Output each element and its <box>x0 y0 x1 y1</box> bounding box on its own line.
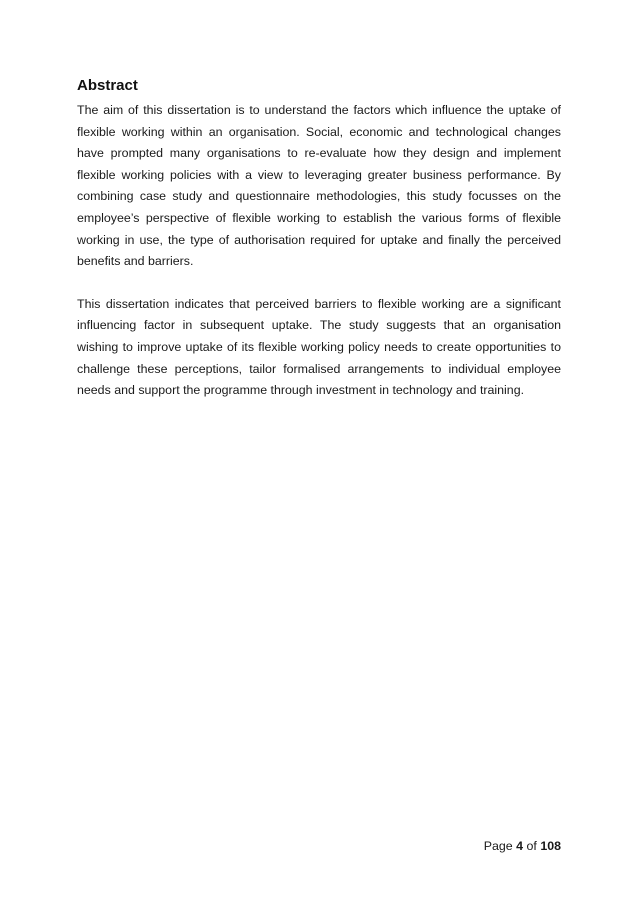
section-heading: Abstract <box>77 77 138 94</box>
total-pages-number: 108 <box>540 839 561 853</box>
page-number-footer <box>484 838 561 854</box>
page-label: Page <box>483 839 513 853</box>
abstract-section <box>77 76 561 402</box>
of-label: of <box>526 839 537 853</box>
abstract-paragraph-1: The aim of this dissertation is to understand the factors which influence the uptake of flexible working within an organisation. Social, economic and technological changes have prompted many organisations to re-evaluate how they design and implement flexible working policies with a view to leveraging greater business performance. By combining case study and questionnaire methodologies, this study focusses on the employee’s perspective of flexible working to establish the various forms of flexible working in use, the type of authorisation required for uptake and finally the perceived benefits and barriers. <box>77 103 561 269</box>
abstract-paragraph-2: This dissertation indicates that perceived barriers to flexible working are a significant influencing factor in subsequent uptake. The study suggests that an organisation wishing to improve uptake of its flexible working policy needs to create opportunities to challenge these perceptions, tailor formalised arrangements to individual employee needs and support the programme through investment in technology and training. <box>77 296 561 398</box>
current-page-number: 4 <box>516 839 524 853</box>
